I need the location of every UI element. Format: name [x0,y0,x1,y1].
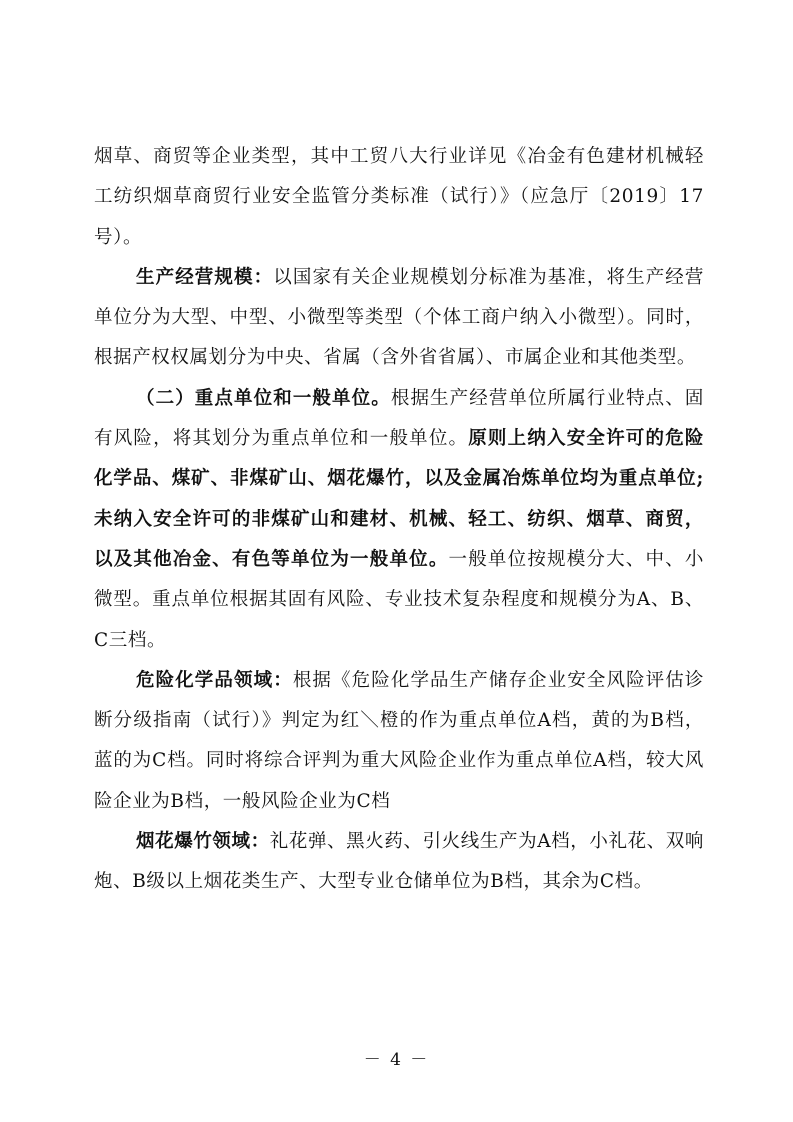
paragraph-text: 烟草、商贸等企业类型，其中工贸八大行业详见《冶金有色建材机械轻工纺织烟草商贸行业安全监管分类标准（试行）》（应急厅〔2019〕17号）。 [94,146,704,248]
paragraph-text: 一般单位按规模分大、中、小微型。重点单位根据其固有风险、专业技术复杂程度和规模分为A、B、C三档。 [94,548,704,651]
paragraph-bold-text: 原则上纳入安全许可的危险化学品、煤矿、非煤矿山、烟花爆竹，以及金属冶炼单位均为重点单位;未纳入安全许可的非煤矿山和建材、机械、轻工、纺织、烟草、商贸，以及其他冶金、有色等单位为一般单位。 [94,428,704,570]
paragraph-hazardous-chemicals [94,661,704,822]
paragraph-text: 礼花弹、黑火药、引火线生产为A档，小礼花、双响炮、B级以上烟花类生产、大型专业仓储单位为B档，其余为C档。 [94,831,704,893]
page-number: － 4 － [363,1050,430,1070]
paragraph-heading: 烟花爆竹领域： [136,831,270,853]
paragraph-text: 根据生产经营单位所属行业特点、固有风险，将其划分为重点单位和一般单位。 [94,387,704,450]
paragraph-heading: 生产经营规模： [136,266,274,288]
document-body [94,137,704,903]
paragraph-heading: 危险化学品领域： [136,669,293,691]
paragraph-business-scale [94,258,704,379]
paragraph-fireworks [94,822,704,903]
paragraph-text: 以国家有关企业规模划分标准为基准，将生产经营单位分为大型、中型、小微型等类型（个体工商户纳入小微型）。同时，根据产权权属划分为中央、省属（含外省省属）、市属企业和其他类型。 [94,266,705,369]
paragraph-key-and-general-units [94,379,704,661]
paragraph-industry-types [94,137,704,258]
section-heading: （二）重点单位和一般单位。 [136,387,391,409]
paragraph-text: 根据《危险化学品生产储存企业安全风险评估诊断分级指南（试行）》判定为红＼橙的作为重点单位A档，黄的为B档，蓝的为C档。同时将综合评判为重大风险企业作为重点单位A档，较大风险企业为B档，一般风险企业为C档 [94,669,704,812]
